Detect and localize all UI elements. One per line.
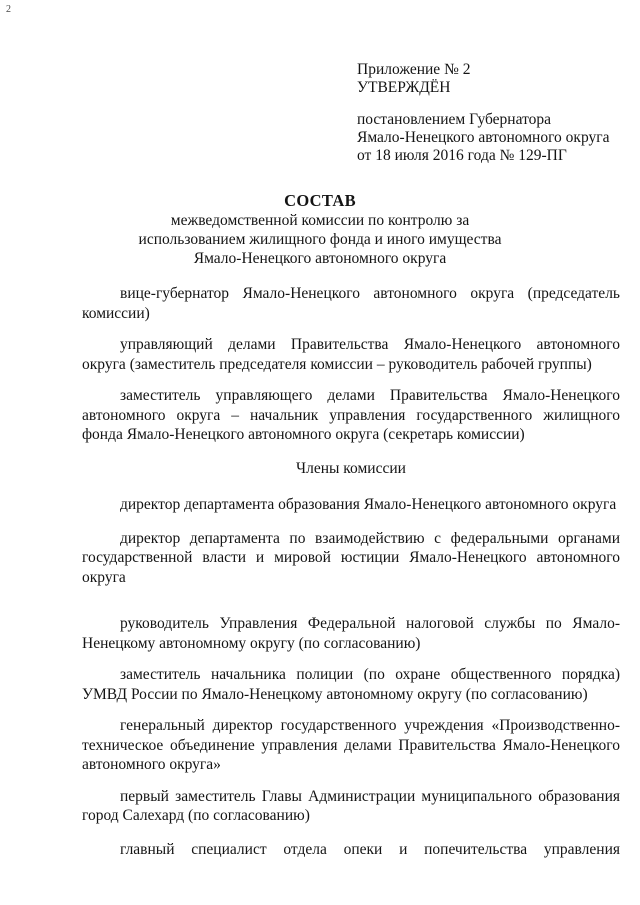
- page-corner-mark: 2: [6, 4, 11, 15]
- approval-decree: постановлением Губернатора: [357, 111, 552, 128]
- chairman-entry: вице-губернатор Ямало-Ненецкого автономного округа (председатель комиссии): [82, 285, 620, 322]
- secretary-entry: заместитель управляющего делами Правительства Ямало-Ненецкого автономного округа – начальник управления государственного жилищного фонда Ямало-Ненецкого автономного округа (секретарь комиссии): [82, 387, 620, 443]
- blank-space: [82, 587, 620, 614]
- member-entry-education: директор департамента образования Ямало-Ненецкого автономного округа: [120, 496, 617, 513]
- approval-block: [357, 61, 627, 165]
- member-entry-guardianship: главный специалист отдела опеки и попечительства управления: [120, 840, 620, 858]
- member-entry-federal-relations: директор департамента по взаимодействию с федеральными органами государственной власти и мировой юстиции Ямало-Ненецкого автономного округа: [82, 529, 620, 586]
- document-subtitle-line-1: межведомственной комиссии по контролю за: [170, 212, 470, 229]
- approved-label: УТВЕРЖДЁН: [357, 79, 451, 96]
- deputy-chairman-entry: управляющий делами Правительства Ямало-Ненецкого автономного округа (заместитель председателя комиссии – руководитель рабочей группы): [82, 336, 620, 373]
- document-subtitle-line-2: использованием жилищного фонда и иного имущества: [138, 231, 502, 248]
- approval-region: Ямало-Ненецкого автономного округа: [357, 129, 610, 146]
- member-entry-salekhard: первый заместитель Главы Администрации муниципального образования город Салехард (по согласованию): [82, 787, 620, 824]
- approval-date: от 18 июля 2016 года № 129-ПГ: [357, 147, 567, 164]
- member-entry-police: заместитель начальника полиции (по охране общественного порядка) УМВД России по Ямало-Ненецкому автономному округу (по согласованию): [82, 666, 620, 703]
- document-title: СОСТАВ: [284, 191, 356, 210]
- document-title-block: [80, 191, 560, 268]
- member-entry-tax-service: руководитель Управления Федеральной налоговой службы по Ямало-Ненецкому автономному округу (по согласованию): [82, 615, 620, 652]
- member-entry-state-institution: генеральный директор государственного учреждения «Производственно-техническое объединение управления делами Правительства Ямало-Ненецкого автономного округа»: [82, 717, 620, 773]
- document-subtitle-line-3: Ямало-Ненецкого автономного округа: [193, 250, 447, 267]
- commission-composition: [82, 284, 620, 859]
- members-heading: Члены комиссии: [296, 459, 406, 477]
- approval-gap: [357, 97, 627, 111]
- appendix-number: Приложение № 2: [357, 61, 471, 78]
